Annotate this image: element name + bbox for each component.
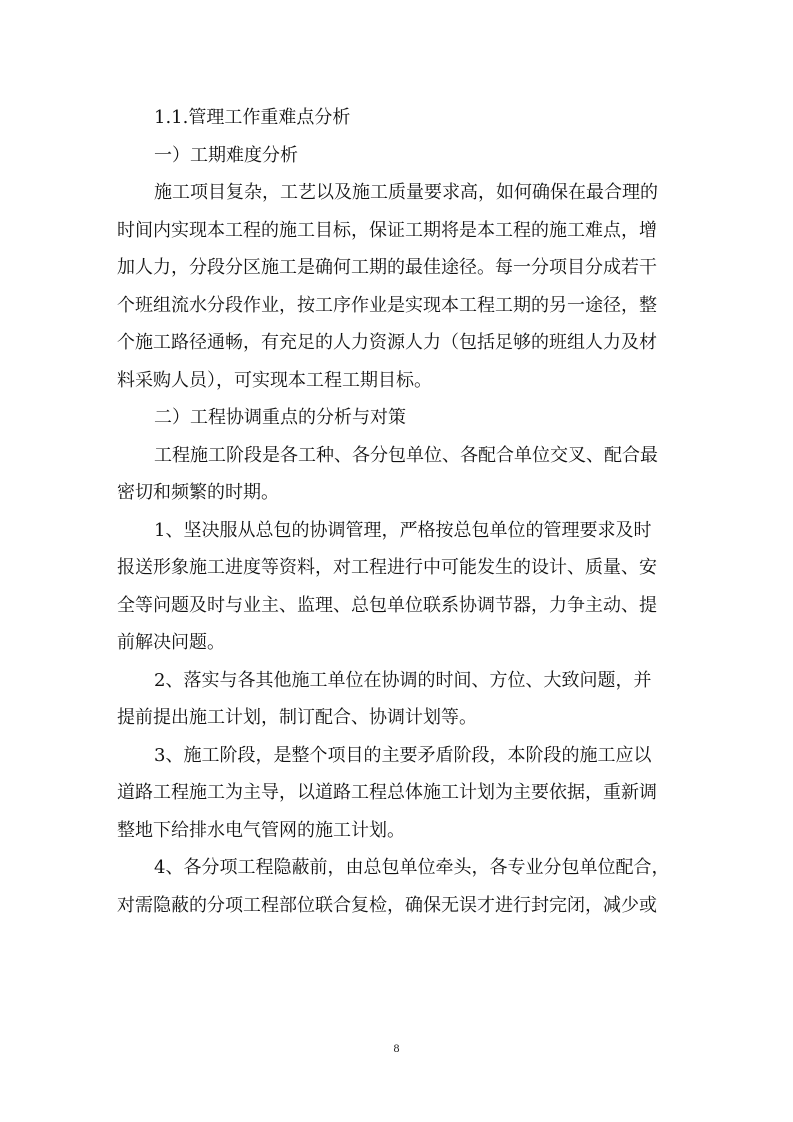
list-item-line: 道路工程施工为主导，以道路工程总体施工计划为主要依据，重新调: [117, 782, 657, 803]
paragraph-line: 个施工路径通畅，有充足的人力资源人力（包括足够的班组人力及材: [117, 332, 657, 353]
paragraph-line: 加人力，分段分区施工是确何工期的最佳途径。每一分项目分成若干: [117, 257, 657, 278]
list-item-line: 报送形象施工进度等资料，对工程进行中可能发生的设计、质量、安: [117, 557, 657, 578]
list-item-line: 提前提出施工计划，制订配合、协调计划等。: [117, 707, 477, 728]
subsection-title-coordination: 二）工程协调重点的分析与对策: [154, 407, 406, 428]
list-item-line: 前解决问题。: [117, 632, 225, 653]
paragraph-line: 料采购人员），可实现本工程工期目标。: [117, 369, 432, 391]
list-item-line: 2、落实与各其他施工单位在协调的时间、方位、大致问题，并: [154, 669, 652, 691]
page-number: 8: [393, 1041, 400, 1055]
list-item-line: 整地下给排水电气管网的施工计划。: [117, 819, 405, 841]
paragraph-line: 工程施工阶段是各工种、各分包单位、各配合单位交叉、配合最: [154, 444, 658, 466]
subsection-title-schedule: 一）工期难度分析: [154, 144, 298, 166]
list-item-line: 4、各分项工程隐蔽前，由总包单位牵头，各专业分包单位配合，: [154, 857, 670, 878]
list-item-line: 1、坚决服从总包的协调管理，严格按总包单位的管理要求及时: [154, 519, 652, 541]
page-body: [117, 99, 677, 924]
list-item-line: 对需隐蔽的分项工程部位联合复检，确保无误才进行封完闭，减少或: [117, 894, 657, 916]
paragraph-line: 施工项目复杂，工艺以及施工质量要求高，如何确保在最合理的: [154, 182, 658, 203]
list-item-line: 3、施工阶段，是整个项目的主要矛盾阶段，本阶段的施工应以: [154, 744, 652, 766]
paragraph-line: 时间内实现本工程的施工目标，保证工期将是本工程的施工难点，增: [117, 219, 657, 241]
paragraph-line: 个班组流水分段作业，按工序作业是实现本工程工期的另一途径，整: [117, 294, 657, 316]
section-heading: 1.1.管理工作重难点分析: [154, 107, 351, 128]
paragraph-line: 密切和频繁的时期。: [117, 482, 279, 503]
list-item-line: 全等问题及时与业主、监理、总包单位联系协调节器，力争主动、提: [117, 594, 657, 616]
